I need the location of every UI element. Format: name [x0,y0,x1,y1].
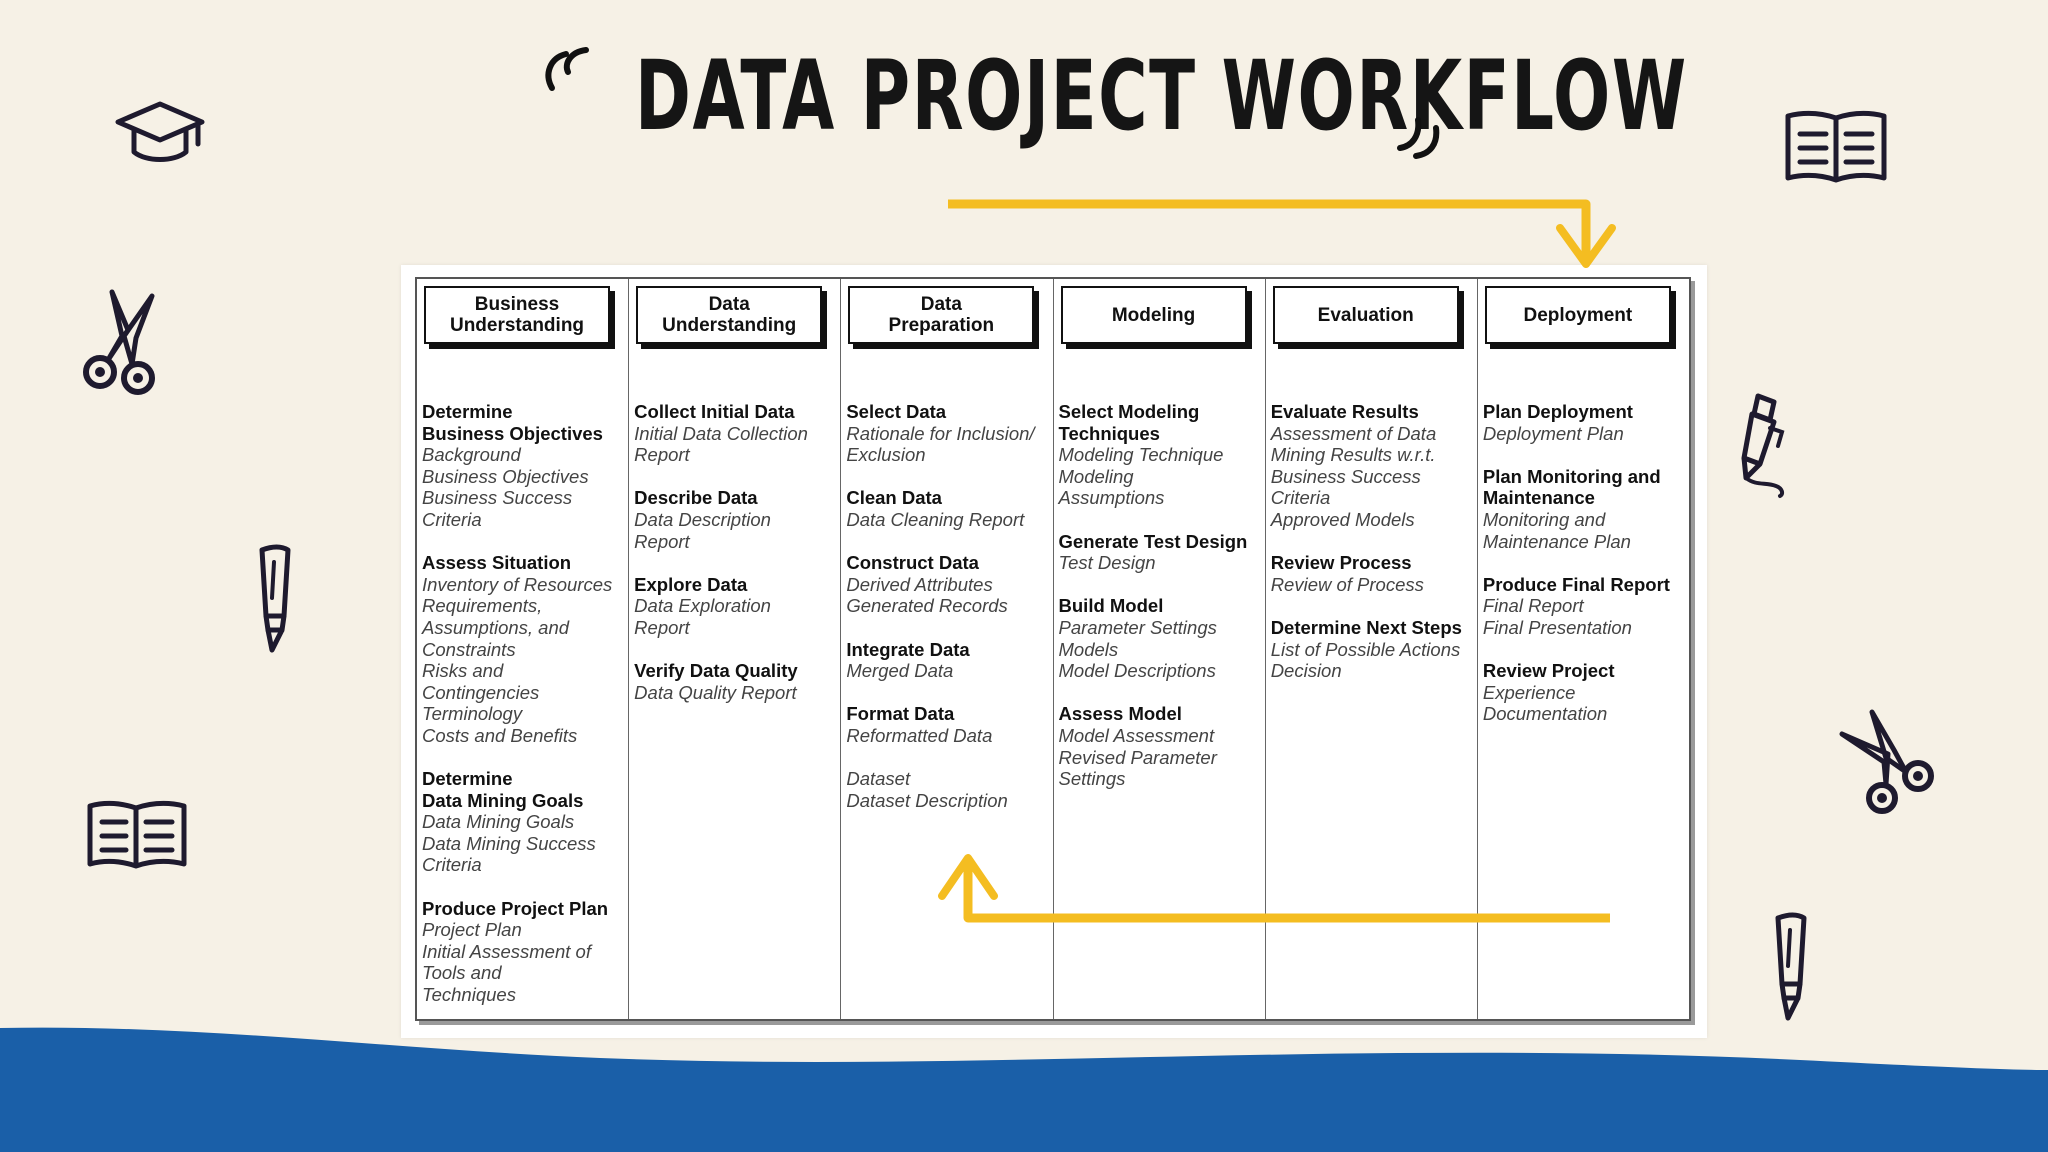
phase-column [1478,279,1689,1019]
task-item [1271,617,1475,682]
task-title: Produce Project Plan [422,897,609,919]
task-item [634,660,838,703]
task-title: Explore Data [634,573,748,595]
phase-column [1054,279,1266,1019]
task-item [846,639,1050,682]
task-title: Assess Model [1058,703,1182,725]
task-title: Evaluate Results [1270,401,1419,422]
task-list [1483,401,1687,747]
task-title: Plan Deployment [1482,401,1633,422]
scissors-icon [1834,706,1938,816]
task-item [1059,595,1263,681]
task-item [1271,401,1475,531]
task-outputs: Data Description Report [634,508,771,552]
task-title: Produce Final Report [1482,573,1670,595]
task-item [422,401,626,531]
task-outputs: Parameter Settings Models Model Descriptions [1058,616,1217,682]
open-quote-icon [540,36,600,96]
task-list [1059,401,1263,811]
task-title: Review Project [1482,660,1615,682]
task-title: Build Model [1058,595,1164,617]
task-outputs: Final Report Final Presentation [1482,595,1632,638]
task-outputs: Reformatted Data [846,724,993,746]
task-title: Describe Data [634,487,758,509]
task-title: Select Modeling Techniques [1058,401,1200,444]
task-item [1483,401,1687,444]
task-item [634,487,838,552]
task-outputs: List of Possible Actions Decision [1270,638,1461,682]
task-outputs: Test Design [1058,552,1156,574]
task-title: Assess Situation [422,552,572,574]
phase-header: Deployment [1485,286,1671,344]
task-title: Construct Data [846,552,979,574]
task-outputs: Review of Process [1270,573,1424,595]
task-outputs: Rationale for Inclusion/ Exclusion [846,422,1035,466]
task-item [846,768,1050,811]
task-outputs: Derived Attributes Generated Records [846,573,1008,617]
close-quote-icon [1390,106,1450,166]
task-item [1059,531,1263,574]
task-item [1483,466,1687,552]
task-outputs: Deployment Plan [1482,422,1624,444]
task-outputs: Inventory of Resources Requirements, Assumptions, and Constraints Risks and Contingencies Terminology Costs and Benefits [422,573,613,746]
task-outputs: Data Cleaning Report [846,508,1025,530]
phase-column [841,279,1053,1019]
task-item [1483,660,1687,725]
task-title: Determine Next Steps [1270,616,1462,638]
task-outputs: Data Mining Goals Data Mining Success Criteria [422,811,596,876]
crisp-dm-diagram [401,265,1707,1038]
task-outputs: Dataset Dataset Description [846,768,1008,811]
phase-column [1266,279,1478,1019]
task-outputs: Data Quality Report [634,681,797,703]
task-outputs: Initial Data Collection Report [634,422,808,466]
task-title: Generate Test Design [1058,530,1248,552]
task-list [846,401,1050,833]
task-item [634,401,838,466]
task-outputs: Experience Documentation [1482,681,1608,725]
open-book-icon [1782,106,1892,186]
phase-header: Evaluation [1273,286,1459,344]
task-item [1271,552,1475,595]
task-item [846,487,1050,530]
task-title: Select Data [846,401,947,422]
task-item [846,703,1050,746]
task-item [1059,703,1263,789]
phase-column [629,279,841,1019]
task-list [422,401,626,1027]
pen-icon [1730,390,1790,500]
task-title: Integrate Data [846,638,970,660]
task-outputs: Assessment of Data Mining Results w.r.t. Business Success Criteria Approved Models [1270,422,1437,530]
task-title: Determine Business Objectives [422,401,603,444]
task-item [846,401,1050,466]
task-title: Determine Data Mining Goals [422,768,584,811]
forward-arrow-line [948,204,1586,262]
task-title: Collect Initial Data [634,401,795,422]
task-title: Verify Data Quality [634,660,798,682]
task-outputs: Modeling Technique Modeling Assumptions [1058,444,1224,509]
page-title: DATA PROJECT WORKFLOW [635,40,1688,152]
task-item [422,898,626,1006]
phase-table [415,277,1691,1021]
task-title: Review Process [1270,552,1412,574]
task-outputs: Background Business Objectives Business Success Criteria [422,444,589,530]
scissors-icon [80,286,170,398]
phase-header: Data Preparation [848,286,1034,344]
task-list [1271,401,1475,703]
phase-header: Data Understanding [636,286,822,344]
marker-icon [248,542,296,656]
forward-arrow-head [1560,228,1612,264]
task-outputs: Project Plan Initial Assessment of Tools and Techniques [422,919,591,1006]
task-item [1483,574,1687,639]
task-outputs: Merged Data [846,660,954,682]
title-area [540,36,1688,156]
task-title: Format Data [846,703,955,725]
task-outputs: Model Assessment Revised Parameter Settings [1058,724,1217,790]
task-item [634,574,838,639]
task-outputs: Data Exploration Report [634,595,771,638]
task-outputs: Monitoring and Maintenance Plan [1482,508,1631,552]
task-title: Clean Data [846,487,942,509]
task-item [422,552,626,746]
task-list [634,401,838,725]
phase-header: Business Understanding [424,286,610,344]
open-book-icon [84,796,190,872]
task-title: Plan Monitoring and Maintenance [1482,465,1661,509]
marker-icon [1764,910,1812,1024]
phase-column [417,279,629,1019]
graduation-cap-icon [112,96,208,166]
task-item [422,768,626,876]
phase-header: Modeling [1061,286,1247,344]
task-item [846,552,1050,617]
task-item [1059,401,1263,509]
